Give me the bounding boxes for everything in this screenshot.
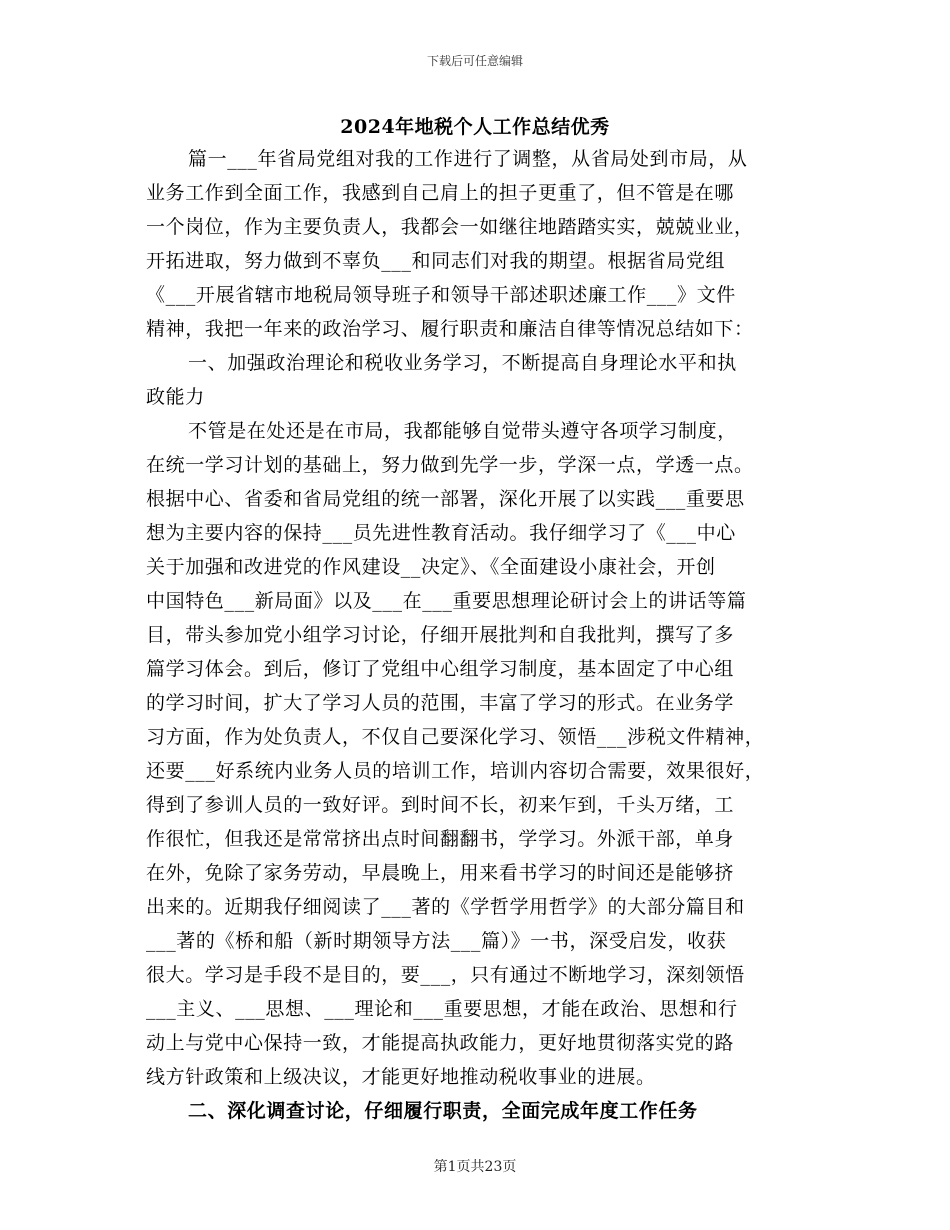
body-line: 根据中心、省委和省局党组的统一部署，深化开展了以实践___重要思 [146, 488, 745, 510]
body-line: 篇学习体会。到后，修订了党组中心组学习制度，基本固定了中心组 [146, 658, 735, 680]
document-title: 2024年地税个人工作总结优秀 [340, 116, 610, 138]
body-line: 想为主要内容的保持___员先进性教育活动。我仔细学习了《___中心 [146, 522, 736, 544]
section-heading-1-cont: 政能力 [146, 386, 205, 408]
body-line: ___著的《桥和船（新时期领导方法___篇）》一书，深受启发，收获 [146, 930, 727, 952]
body-line: 目，带头参加党小组学习讨论，仔细开展批判和自我批判，撰写了多 [146, 624, 735, 646]
body-line: 《___开展省辖市地税局领导班子和领导干部述职述廉工作___》文件 [146, 284, 736, 306]
page-number: 第1页共23页 [433, 1159, 517, 1175]
body-line: 线方针政策和上级决议，才能更好地推动税收事业的进展。 [146, 1066, 656, 1088]
body-line: 得到了参训人员的一致好评。到时间不长，初来乍到，千头万绪，工 [146, 794, 735, 816]
section-heading-1: 一、加强政治理论和税收业务学习，不断提高自身理论水平和执 [188, 352, 737, 374]
body-line: 的学习时间，扩大了学习人员的范围，丰富了学习的形式。在业务学 [146, 692, 735, 714]
body-line: 在统一学习计划的基础上，努力做到先学一步，学深一点，学透一点。 [146, 454, 754, 476]
body-line: 精神，我把一年来的政治学习、履行职责和廉洁自律等情况总结如下： [146, 318, 754, 340]
body-line: 很大。学习是手段不是目的，要___，只有通过不断地学习，深刻领悟 [146, 964, 745, 986]
body-line: 开拓进取，努力做到不辜负___和同志们对我的期望。根据省局党组 [146, 250, 726, 272]
body-line: 业务工作到全面工作，我感到自己肩上的担子更重了，但不管是在哪 [146, 182, 735, 204]
body-line: 不管是在处还是在市局，我都能够自觉带头遵守各项学习制度， [188, 420, 737, 442]
body-line: 习方面，作为处负责人，不仅自己要深化学习、领悟___涉税文件精神， [146, 726, 765, 748]
body-line: 中国特色___新局面》以及___在___重要思想理论研讨会上的讲话等篇 [146, 590, 747, 612]
body-line: 在外，免除了家务劳动，早晨晚上，用来看书学习的时间还是能够挤 [146, 862, 735, 884]
body-line: 出来的。近期我仔细阅读了___著的《学哲学用哲学》的大部分篇目和 [146, 896, 745, 918]
body-line: 关于加强和改进党的作风建设__决定》、《全面建设小康社会，开创 [146, 556, 716, 578]
body-line: 还要___好系统内业务人员的培训工作，培训内容切合需要，效果很好， [146, 760, 765, 782]
body-line: 一个岗位，作为主要负责人，我都会一如继往地踏踏实实，兢兢业业， [146, 216, 754, 238]
section-heading-2: 二、深化调查讨论，仔细履行职责，全面完成年度工作任务 [188, 1100, 698, 1122]
body-line: 作很忙，但我还是常常挤出点时间翻翻书，学学习。外派干部，单身 [146, 828, 735, 850]
body-line: 篇一___年省局党组对我的工作进行了调整，从省局处到市局，从 [188, 148, 748, 170]
body-line: 动上与党中心保持一致，才能提高执政能力，更好地贯彻落实党的路 [146, 1032, 735, 1054]
page-header-note: 下载后可任意编辑 [426, 54, 523, 68]
body-line: ___主义、___思想、___理论和___重要思想，才能在政治、思想和行 [146, 998, 738, 1020]
